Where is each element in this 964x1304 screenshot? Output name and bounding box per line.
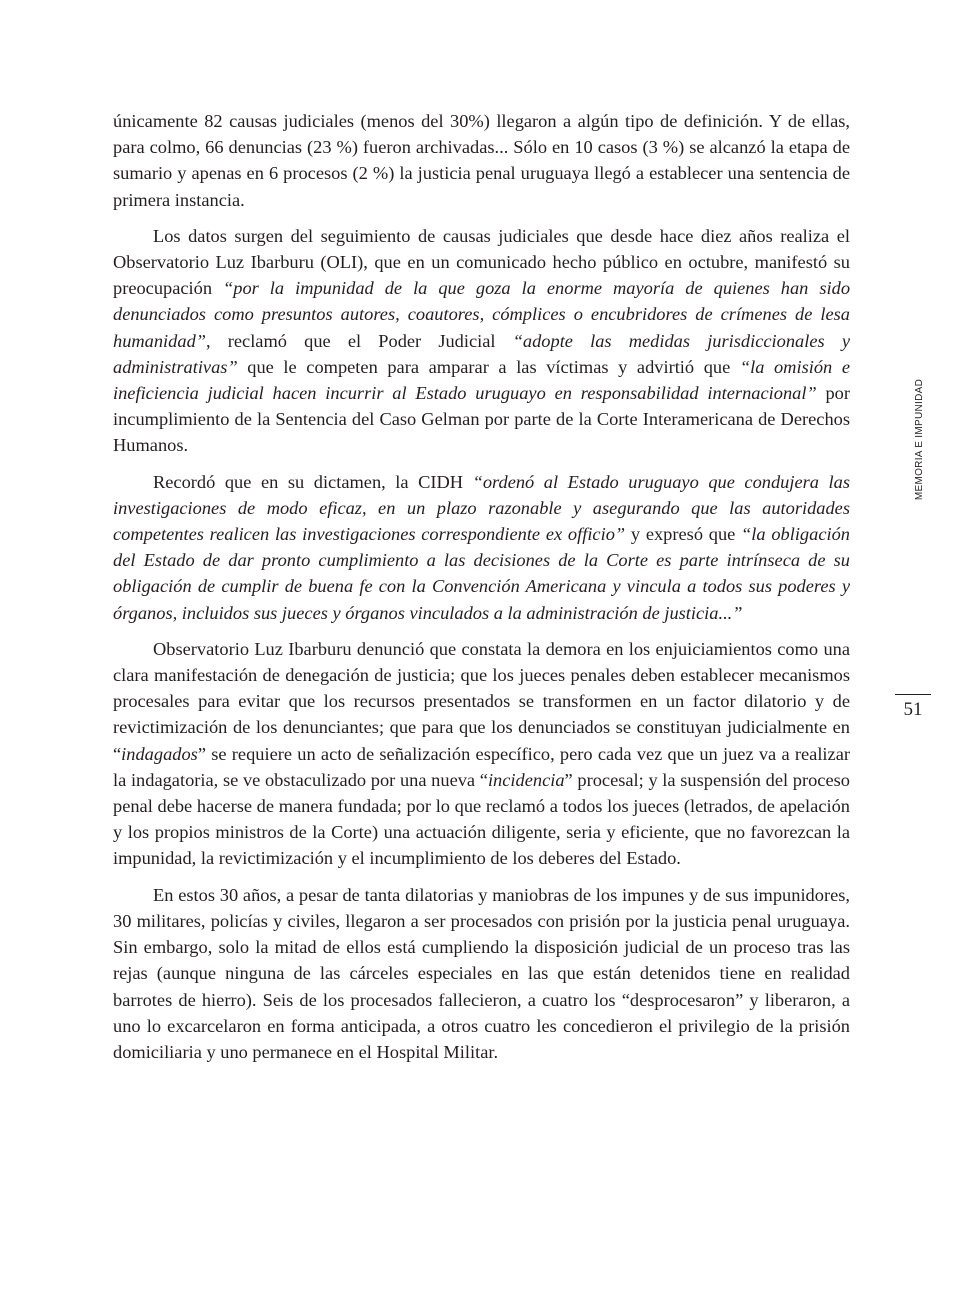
paragraph-3 — [113, 469, 850, 626]
paragraph-2-text-1: Los datos surgen del seguimiento de causas judiciales que desde hace diez años realiza el Observatorio Luz Ibarburu (OLI), que en un comunicado hecho público en octubre, manifestó su preocupación — [113, 225, 850, 299]
paragraph-2 — [113, 223, 850, 459]
paragraph-3-text-2: y expresó que — [625, 524, 742, 545]
paragraph-4-italic-1: indagados — [121, 743, 198, 764]
page-number: 51 — [903, 699, 923, 720]
paragraph-3-text-1: Recordó que en su dictamen, la CIDH — [153, 471, 473, 492]
paragraph-4-italic-2: incidencia — [487, 769, 565, 790]
paragraph-2-quote-3: “la omisión e ineficiencia judicial hacen incurrir al Estado uruguayo en responsabilidad internacional” — [113, 356, 850, 404]
paragraph-5: En estos 30 años, a pesar de tanta dilatorias y maniobras de los impunes y de sus impunidores, 30 militares, policías y civiles, llegaron a ser procesados con prisión por la justicia penal uruguaya. Sin embargo, solo la mitad de ellos está cumpliendo la disposición judicial de un proceso tras las rejas (aunque ninguna de las cárceles especiales en las que están detenidos tiene en realidad barrotes de hierro). Seis de los procesados fallecieron, a cuatro los “desprocesaron” y liberaron, a uno lo excarcelaron en forma anticipada, a otros cuatro les concedieron el privilegio de la prisión domiciliaria y uno permanece en el Hospital Militar. — [113, 884, 850, 1062]
paragraph-4-text-1: Observatorio Luz Ibarburu denunció que constata la demora en los enjuiciamientos como una clara manifestación de denegación de justicia; que los jueces penales deben establecer mecanismos procesales para evitar que los recursos presentados se transformen en un factor dilatorio y de revictimización de los denunciantes; que para que los denunciados se constituyan judicialmente en “ — [113, 638, 850, 764]
body-text — [113, 108, 850, 1075]
paragraph-4-text-3: ” procesal; y la suspensión del proceso penal debe hacerse de manera fundada; por lo que reclamó a todos los jueces (letrados, de apelación y los propios ministros de la Corte) una actuación diligente, seria y eficiente, que no favorezcan la impunidad, la revictimización y el incumplimiento de los deberes del Estado. — [113, 769, 850, 869]
running-head-text: MEMORIA E IMPUNIDAD — [914, 378, 926, 500]
paragraph-3-quote-1: “ordenó al Estado uruguayo que condujera las investigaciones de modo eficaz, en un plazo razonable y asegurando que las autoridades competentes realicen las investigaciones correspondiente ex officio” — [113, 471, 850, 545]
paragraph-4-text-2: ” se requiere un acto de señalización específico, pero cada vez que un juez va a realizar la indagatoria, se ve obstaculizado por una nueva “ — [113, 743, 850, 790]
paragraph-2-text-3: que le competen para amparar a las víctimas y advirtió que — [237, 356, 740, 377]
paragraph-2-text-2: , reclamó que el Poder Judicial — [206, 330, 513, 351]
paragraph-1: únicamente 82 causas judiciales (menos del 30%) llegaron a algún tipo de definición. Y de ellas, para colmo, 66 denuncias (23 %) fueron archivadas... Sólo en 10 casos (3 %) se alcanzó la etapa de sumario y apenas en 6 procesos (2 %) la justicia penal uruguaya llegó a establecer una sentencia de primera instancia. — [113, 111, 850, 210]
paragraph-4 — [113, 636, 850, 872]
paragraph-2-quote-1: “por la impunidad de la que goza la enorme mayoría de quienes han sido denunciados como presuntos autores, coautores, cómplices o encubridores de crímenes de lesa humanidad” — [113, 278, 851, 351]
paragraph-2-text-4: por incumplimiento de la Sentencia del Caso Gelman por parte de la Corte Interamericana de Derechos Humanos. — [113, 383, 850, 456]
page-number-rule — [895, 694, 931, 695]
paragraph-2-quote-2: “adopte las medidas jurisdiccionales y administrativas” — [113, 330, 850, 377]
paragraph-3-quote-2: “la obligación del Estado de dar pronto cumplimiento a las decisiones de la Corte es parte intrínseca de su obligación de cumplir de buena fe con la Convención Americana y vincula a todos sus poderes y órganos, incluidos sus jueces y órganos vinculados a la administración de justicia...” — [113, 524, 850, 623]
running-head — [912, 366, 928, 512]
